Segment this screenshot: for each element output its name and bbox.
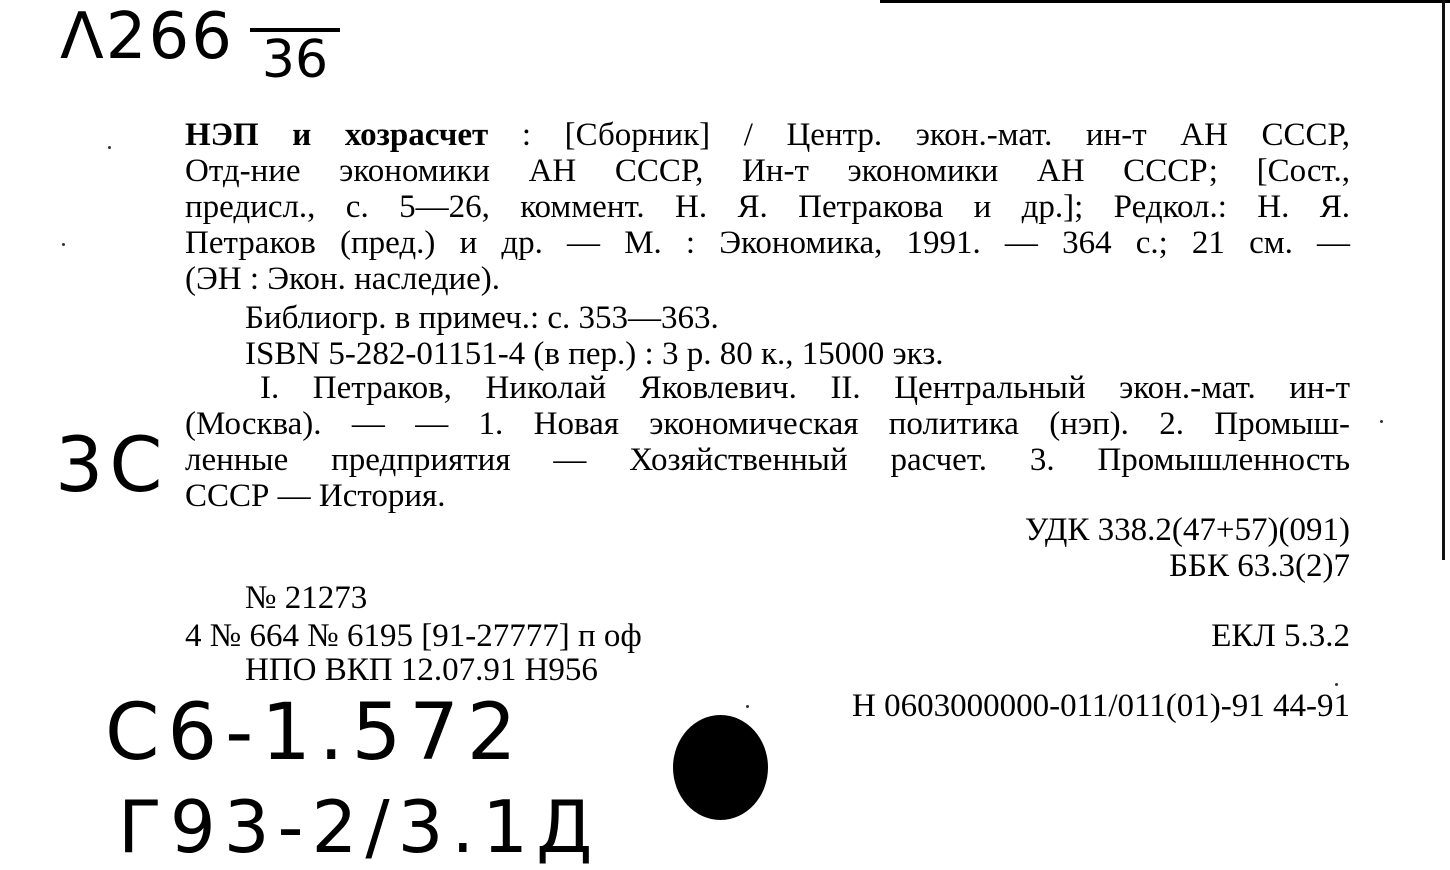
- subject-line-1: I. Петраков, Николай Яковлевич. II. Центральный экон.-мат. ин-т: [260, 370, 1350, 406]
- card-top-edge: [880, 0, 1450, 3]
- handwritten-shelf-mark: Λ266: [60, 0, 234, 74]
- entry-line-5: (ЭН : Экон. наследие).: [185, 261, 501, 297]
- npo-line: НПО ВКП 12.07.91 Н956: [245, 652, 598, 688]
- handwritten-shelf-fraction: [245, 28, 345, 90]
- speck: [746, 705, 749, 708]
- handwritten-collection-mark: 3C: [55, 420, 169, 509]
- speck: [108, 146, 111, 149]
- entry-line-2: Отд-ние экономики АН СССР, Ин-т экономики АН СССР; [Сост.,: [185, 153, 1350, 189]
- handwritten-code-line-1: C6-1.572: [105, 688, 525, 778]
- subject-line-2: (Москва). — — 1. Новая экономическая политика (нэп). 2. Промыш-: [185, 406, 1350, 442]
- bbk-code: ББК 63.3(2)7: [1169, 548, 1350, 584]
- subject-headings: [185, 370, 1350, 514]
- card-right-edge: [1442, 0, 1445, 560]
- entry-line-3: предисл., с. 5—26, коммент. Н. Я. Петракова и др.]; Редкол.: Н. Я.: [185, 189, 1350, 225]
- isbn-line: ISBN 5-282-01151-4 (в пер.) : 3 р. 80 к., 15000 экз.: [245, 336, 944, 372]
- bibliographic-entry: [185, 117, 1350, 297]
- speck: [1380, 420, 1383, 423]
- publication-index: Н 0603000000-011/011(01)-91 44-91: [852, 688, 1350, 724]
- fraction-number: 36: [261, 30, 329, 90]
- udk-code: УДК 338.2(47+57)(091): [1024, 512, 1350, 548]
- speck: [1335, 683, 1338, 686]
- ekl-code: ЕКЛ 5.3.2: [1211, 618, 1350, 654]
- handwritten-code-line-2: Г93-2/3.1Д: [118, 785, 601, 869]
- order-line: 4 № 664 № 6195 [91-27777] п оф: [185, 618, 642, 654]
- speck: [62, 243, 65, 246]
- entry-line-1-rest: : [Сборник] / Центр. экон.-мат. ин-т АН СССР,: [488, 117, 1350, 153]
- card-number: № 21273: [245, 580, 368, 616]
- subject-line-4: СССР — История.: [185, 478, 446, 514]
- subject-line-3: ленные предприятия — Хозяйственный расчет. 3. Промышленность: [185, 442, 1350, 478]
- bibliography-note: Библиогр. в примеч.: с. 353—363.: [245, 300, 719, 336]
- entry-line-4: Петраков (пред.) и др. — М. : Экономика, 1991. — 364 с.; 21 см. —: [185, 225, 1350, 261]
- punch-hole: [673, 715, 768, 820]
- entry-title: НЭП и хозрасчет: [185, 117, 489, 153]
- entry-line-1: [185, 117, 1350, 153]
